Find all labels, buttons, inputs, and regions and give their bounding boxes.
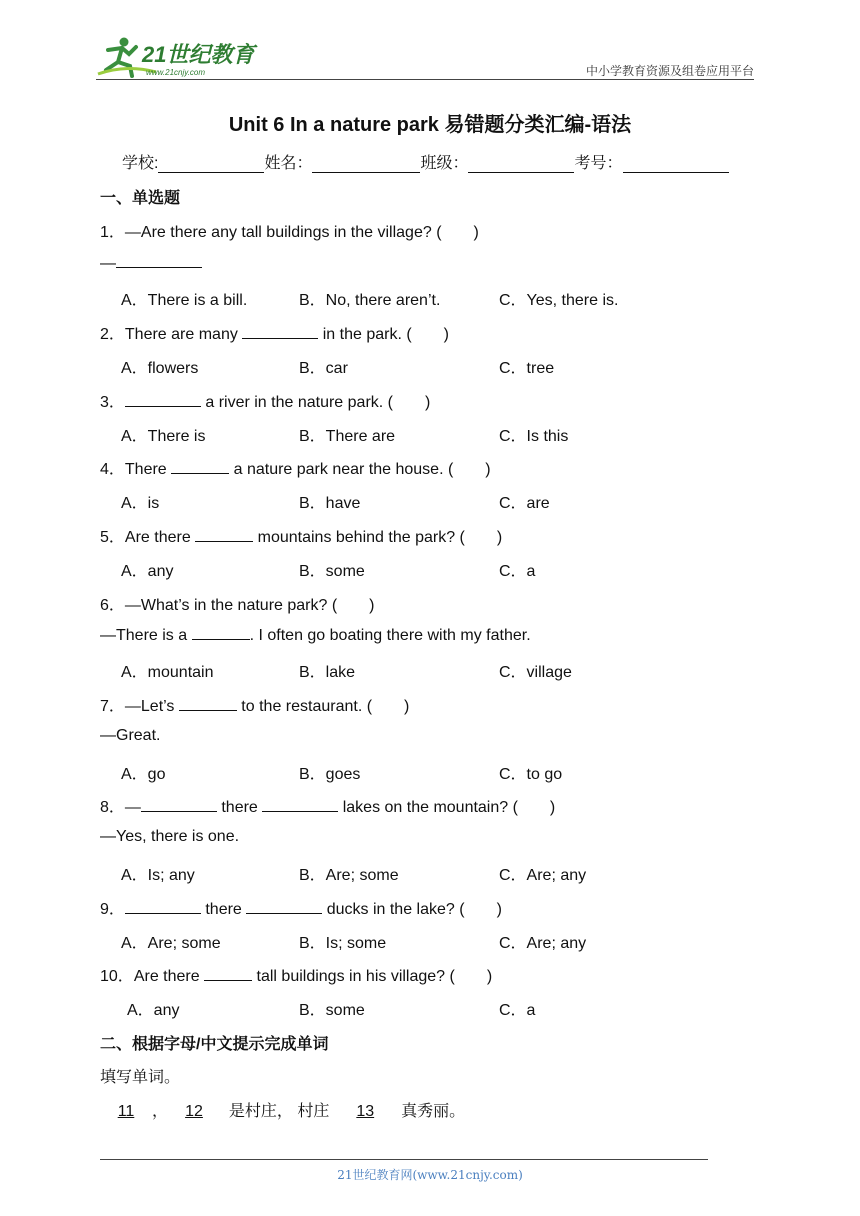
blank[interactable] — [171, 459, 229, 474]
option-c[interactable]: C．village — [499, 664, 572, 681]
blank[interactable] — [179, 696, 237, 711]
answer-line: —There is a . I often go boating there with my father. — [100, 627, 531, 644]
option-a[interactable]: A．There is a bill. — [121, 292, 248, 309]
question-stem: 5．Are there mountains behind the park? ( ) — [100, 529, 503, 546]
option-a[interactable]: A．is — [121, 495, 160, 512]
answer-line: —Great. — [100, 727, 161, 744]
question-stem: 1．—Are there any tall buildings in the village? ( ) — [100, 224, 479, 241]
question-stem: 4．There a nature park near the house. ( ) — [100, 461, 491, 478]
logo-text: 21世纪教育 — [142, 42, 255, 67]
option-b[interactable]: B．some — [299, 1002, 365, 1019]
page-title: Unit 6 In a nature park 易错题分类汇编-语法 — [228, 114, 632, 136]
option-b[interactable]: B．There are — [299, 428, 396, 445]
blank[interactable] — [125, 899, 201, 914]
option-c[interactable]: C．Is this — [499, 428, 569, 445]
option-a[interactable]: A．mountain — [121, 664, 214, 681]
option-a[interactable]: A．any — [121, 563, 174, 580]
blank[interactable] — [125, 392, 201, 407]
name-field[interactable] — [312, 155, 420, 173]
site-logo — [96, 34, 266, 80]
blank-13[interactable]: 13 — [356, 1103, 375, 1120]
option-b[interactable]: B．car — [299, 360, 348, 377]
option-a[interactable]: A．There is — [121, 428, 206, 445]
blank-11[interactable]: 11 — [117, 1103, 135, 1120]
option-b[interactable]: B．some — [299, 563, 365, 580]
option-b[interactable]: B．have — [299, 495, 361, 512]
option-c[interactable]: C．a — [499, 563, 536, 580]
blank[interactable] — [204, 966, 252, 981]
section-heading: 二、根据字母/中文提示完成单词 — [100, 1036, 329, 1053]
class-label: 班级： — [420, 155, 469, 172]
question-stem: 7．—Let’s to the restaurant. ( ) — [100, 698, 410, 715]
option-c[interactable]: C．are — [499, 495, 550, 512]
blank-12[interactable]: 12 — [185, 1103, 203, 1120]
exam-no-field[interactable] — [623, 155, 729, 173]
blank[interactable] — [246, 899, 322, 914]
question-stem: 8．— there lakes on the mountain? ( ) — [100, 799, 556, 816]
option-c[interactable]: C．Are; any — [499, 935, 587, 952]
section-heading: 一、单选题 — [100, 190, 181, 207]
question-stem: 9． there ducks in the lake? ( ) — [100, 901, 502, 918]
option-b[interactable]: B．goes — [299, 766, 361, 783]
header-divider — [96, 79, 754, 80]
option-b[interactable]: B．No, there aren’t. — [299, 292, 441, 309]
option-a[interactable]: A．Are; some — [121, 935, 221, 952]
question-stem: 3． a river in the nature park. ( ) — [100, 394, 431, 411]
logo-url: www.21cnjy.com — [146, 68, 205, 77]
class-field[interactable] — [468, 155, 574, 173]
option-c[interactable]: C．Yes, there is. — [499, 292, 619, 309]
question-stem: 6．—What’s in the nature park? ( ) — [100, 597, 375, 614]
option-a[interactable]: A．go — [121, 766, 166, 783]
option-c[interactable]: C．tree — [499, 360, 555, 377]
blank[interactable] — [195, 527, 253, 542]
site-name: 中小学教育资源及组卷应用平台 — [585, 64, 754, 78]
option-c[interactable]: C．a — [499, 1002, 536, 1019]
option-a[interactable]: A．Is; any — [121, 867, 195, 884]
student-info-line — [122, 150, 729, 173]
school-label: 学校: — [122, 155, 159, 172]
name-label: 姓名： — [264, 155, 313, 172]
fill-line: 11 ， 12 是村庄， 村庄 13 真秀丽。 — [100, 1098, 465, 1121]
instruction: 填写单词。 — [100, 1069, 181, 1086]
blank[interactable] — [192, 625, 250, 640]
option-a[interactable]: A．any — [127, 1002, 180, 1019]
footer-text[interactable]: 21世纪教育网(www.21cnjy.com) — [337, 1168, 523, 1182]
blank[interactable] — [116, 253, 202, 268]
blank[interactable] — [141, 797, 217, 812]
answer-line: — — [100, 253, 202, 273]
answer-line: —Yes, there is one. — [100, 828, 240, 845]
question-stem: 2．There are many in the park. ( ) — [100, 326, 450, 343]
option-b[interactable]: B．lake — [299, 664, 356, 681]
blank[interactable] — [242, 324, 318, 339]
school-field[interactable] — [158, 155, 264, 173]
option-b[interactable]: B．Is; some — [299, 935, 387, 952]
blank[interactable] — [262, 797, 338, 812]
option-c[interactable]: C．to go — [499, 766, 563, 783]
option-b[interactable]: B．Are; some — [299, 867, 399, 884]
question-stem: 10．Are there tall buildings in his village? ( ) — [100, 968, 493, 985]
option-c[interactable]: C．Are; any — [499, 867, 587, 884]
option-a[interactable]: A．flowers — [121, 360, 199, 377]
exam-no-label: 考号： — [574, 155, 623, 172]
footer-divider — [100, 1159, 708, 1160]
